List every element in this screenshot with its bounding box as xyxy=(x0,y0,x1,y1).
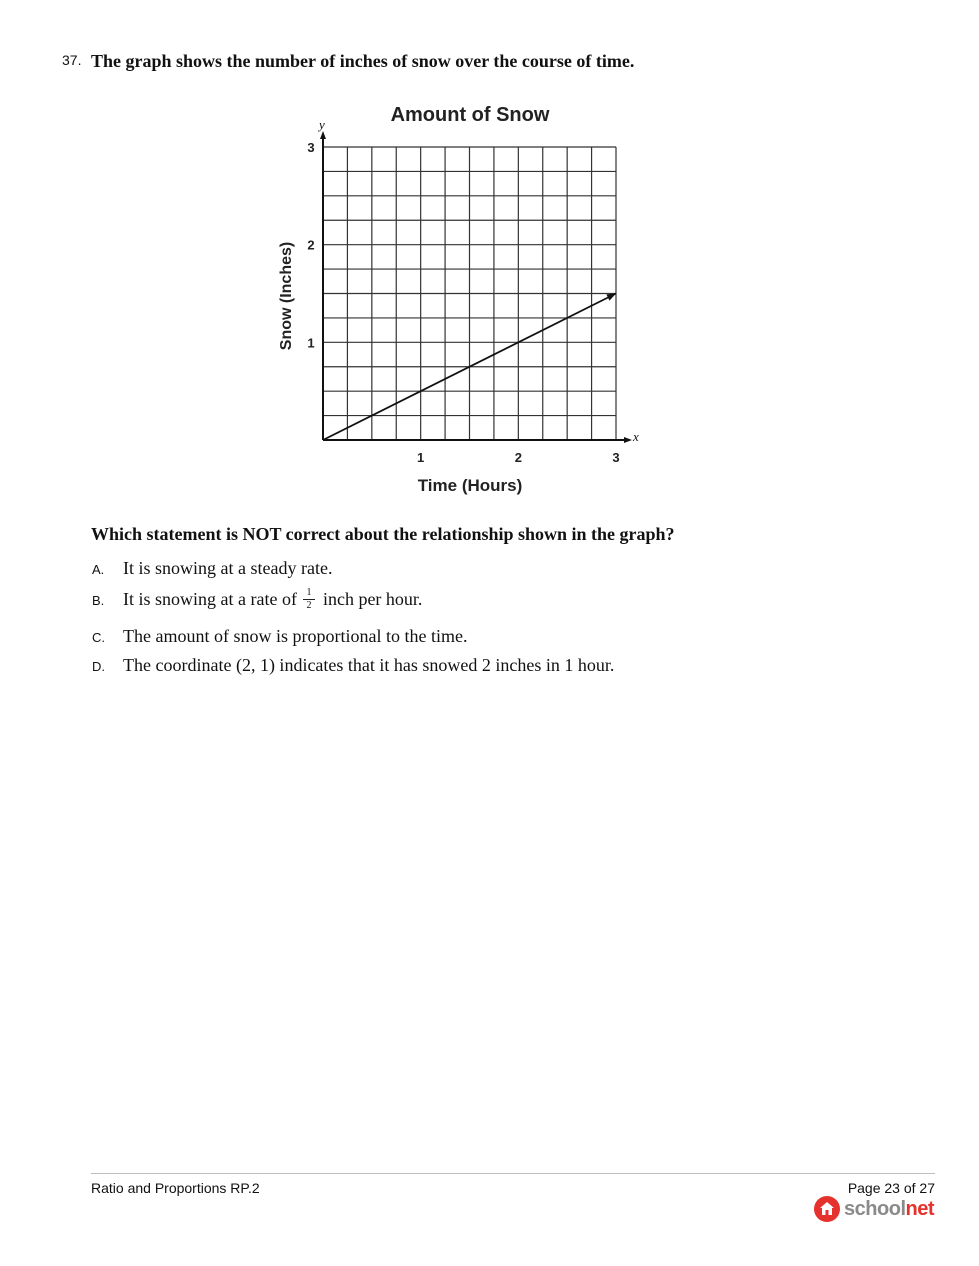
brand-text-school: school xyxy=(844,1197,906,1220)
footer-course-title: Ratio and Proportions RP.2 xyxy=(91,1180,260,1196)
choice-text: The coordinate (2, 1) indicates that it has snowed 2 inches in 1 hour. xyxy=(123,655,615,675)
series-arrowhead xyxy=(606,294,616,301)
question-number: 37. xyxy=(62,52,82,68)
snow-chart xyxy=(268,98,648,498)
chart-title: Amount of Snow xyxy=(390,104,550,126)
x-tick-label: 1 xyxy=(417,450,425,465)
fraction-one-half xyxy=(303,588,315,611)
choice-text xyxy=(123,588,422,611)
choice-a[interactable] xyxy=(92,558,332,579)
y-axis-arrow xyxy=(320,131,326,139)
x-tick-label: 2 xyxy=(514,450,522,465)
choice-text: It is snowing at a steady rate. xyxy=(123,558,333,578)
choice-letter: B. xyxy=(92,593,105,608)
y-tick-label: 2 xyxy=(307,237,315,253)
schoolnet-logo xyxy=(814,1196,934,1222)
chart-grid xyxy=(323,147,616,440)
x-tick-label: 3 xyxy=(612,450,620,465)
choice-d[interactable] xyxy=(92,655,614,676)
brand-text-net: net xyxy=(905,1197,934,1220)
y-tick-label: 1 xyxy=(307,335,315,351)
y-axis-letter: y xyxy=(319,117,325,132)
chart-ticks xyxy=(307,140,619,465)
choice-c[interactable] xyxy=(92,626,467,647)
choice-letter: D. xyxy=(92,659,105,674)
question-title: The graph shows the number of inches of snow over the course of time. xyxy=(91,51,635,71)
question-prompt: Which statement is NOT correct about the relationship shown in the graph? xyxy=(91,524,675,544)
fraction-denominator: 2 xyxy=(306,600,312,611)
chart-axes xyxy=(317,117,639,444)
y-axis-label: Snow (Inches) xyxy=(278,241,295,351)
choice-letter: C. xyxy=(92,630,105,645)
house-icon xyxy=(814,1196,840,1222)
x-axis-label: Time (Hours) xyxy=(417,476,523,495)
choice-letter: A. xyxy=(92,562,105,577)
chart-svg xyxy=(268,98,648,498)
choice-text: The amount of snow is proportional to the time. xyxy=(123,626,468,646)
x-axis-letter: x xyxy=(633,429,639,444)
choice-b[interactable] xyxy=(92,588,422,611)
footer-page-number: Page 23 of 27 xyxy=(847,1180,935,1196)
choice-text-after: inch per hour. xyxy=(322,589,423,609)
fraction-numerator: 1 xyxy=(306,587,312,598)
choice-text-before: It is snowing at a rate of xyxy=(123,589,297,609)
x-axis-arrow xyxy=(624,437,632,443)
footer-divider xyxy=(91,1173,935,1174)
y-tick-label: 3 xyxy=(307,140,315,155)
